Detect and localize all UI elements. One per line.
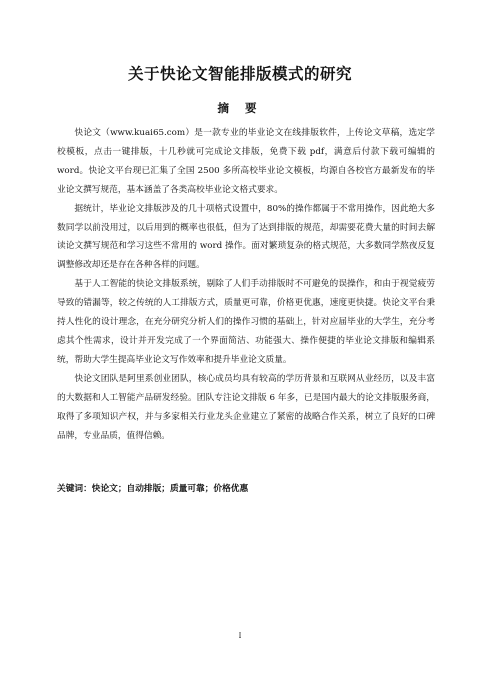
abstract-paragraph: 快论文团队是阿里系创业团队，核心成员均具有较高的学历背景和互联网从业经历，以及丰富的大数据和人工智能产品研发经验。团队专注论文排版 6 年多，已是国内最大的论文排版服务商，取得了多项知识产权，并与多家相关行业龙头企业建立了紧密的战略合作关系，树立了良好的口碑品牌，专业品质，值得信赖。 xyxy=(57,373,435,441)
page-number: I xyxy=(238,632,242,640)
abstract-paragraph: 快论文（www.kuai65.com）是一款专业的毕业论文在线排版软件，上传论文草稿，选定学校模板，点击一键排版，十几秒就可完成论文排版，免费下载 pdf，满意后付款下载可编辑的 word。快论文平台现已汇集了全国 2500 多所高校毕业论文模板，均源自各校官方最新发布的毕业论文撰写规范，基本涵盖了各类高校毕业论文格式要求。 xyxy=(57,128,435,195)
abstract-heading: 摘 要 xyxy=(217,101,263,115)
document-title: 关于快论文智能排版模式的研究 xyxy=(127,65,352,83)
keywords-line: 关键词：快论文；自动排版；质量可靠；价格优惠 xyxy=(57,484,249,494)
abstract-paragraph: 据统计，毕业论文排版涉及的几十项格式设置中，80%的操作都属于不常用操作，因此绝大多数同学以前没用过，以后用到的概率也很低，但为了达到排版的规范，却需要花费大量的时间去解读论文撰写规范和学习这些不常用的 word 操作。面对繁琐复杂的格式规范，大多数同学熬夜反复调整修改却还是存在各种各样的问题。 xyxy=(57,203,435,271)
abstract-paragraph: 基于人工智能的快论文排版系统，剔除了人们手动排版时不可避免的误操作，和由于视觉疲劳导致的错漏等，较之传统的人工排版方式，质量更可靠，价格更优惠，速度更快捷。快论文平台秉持人性化的设计理念，在充分研究分析人们的操作习惯的基础上，针对应届毕业的大学生，充分考虑其个性需求，设计并开发完成了一个界面简洁、功能强大、操作便捷的毕业论文排版和编辑系统，帮助大学生提高毕业论文写作效率和提升毕业论文质量。 xyxy=(57,279,435,365)
abstract-body xyxy=(57,124,435,445)
